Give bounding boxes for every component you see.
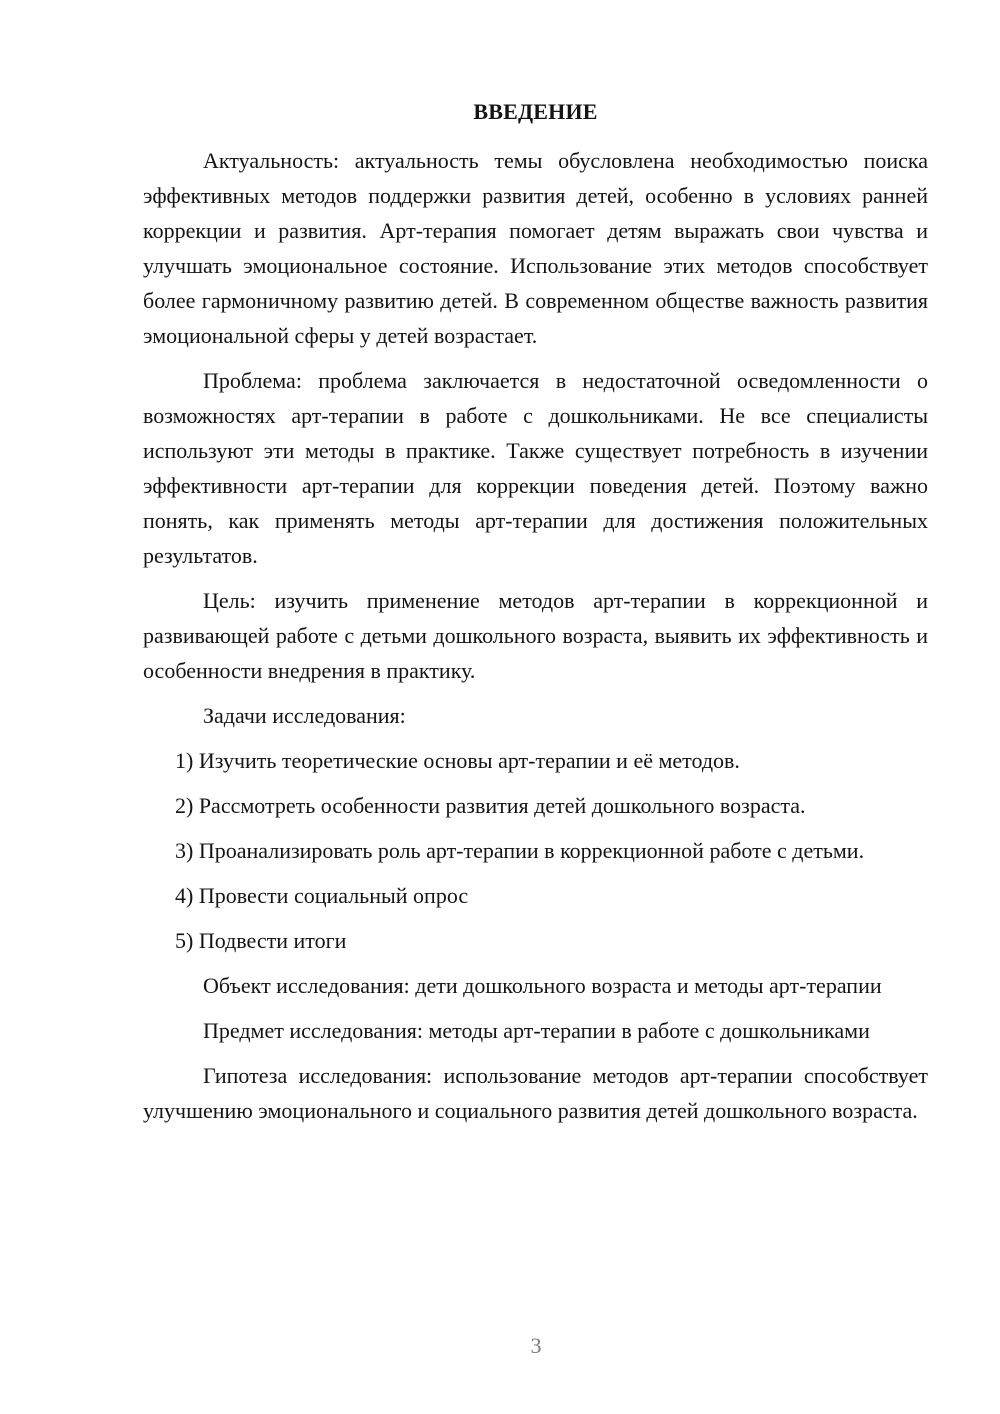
paragraph-object: Объект исследования: дети дошкольного возраста и методы арт-терапии	[203, 973, 882, 998]
list-item: 2) Рассмотреть особенности развития детей дошкольного возраста.	[175, 793, 806, 818]
paragraph-goal: Цель: изучить применение методов арт-терапии в коррекционной и развивающей работе с детьми дошкольного возраста, выявить их эффективность и особенности внедрения в практику.	[143, 588, 928, 683]
page-number: 3	[530, 1333, 542, 1358]
page-content	[143, 94, 928, 1138]
paragraph-relevance: Актуальность: актуальность темы обусловлена необходимостью поиска эффективных методов поддержки развития детей, особенно в условиях ранней коррекции и развития. Арт-терапия помогает детям выражать свои чувства и улучшать эмоциональное состояние. Использование этих методов способствует более гармоничному развитию детей. В современном обществе важность развития эмоциональной сферы у детей возрастает.	[143, 148, 928, 348]
list-item: 5) Подвести итоги	[175, 928, 347, 953]
paragraph-tasks-intro: Задачи исследования:	[203, 703, 406, 728]
section-heading: ВВЕДЕНИЕ	[473, 99, 598, 124]
paragraph-subject: Предмет исследования: методы арт-терапии в работе с дошкольниками	[203, 1018, 870, 1043]
paragraph-problem: Проблема: проблема заключается в недостаточной осведомленности о возможностях арт-терапии в работе с дошкольниками. Не все специалисты используют эти методы в практике. Также существует потребность в изучении эффективности арт-терапии для коррекции поведения детей. Поэтому важно понять, как применять методы арт-терапии для достижения положительных результатов.	[143, 368, 928, 568]
tasks-list	[143, 743, 928, 958]
list-item: 4) Провести социальный опрос	[175, 883, 469, 908]
list-item: 3) Проанализировать роль арт-терапии в коррекционной работе с детьми.	[175, 838, 865, 863]
paragraph-hypothesis: Гипотеза исследования: использование методов арт-терапии способствует улучшению эмоционального и социального развития детей дошкольного возраста.	[143, 1063, 928, 1123]
list-item: 1) Изучить теоретические основы арт-терапии и её методов.	[175, 748, 740, 773]
